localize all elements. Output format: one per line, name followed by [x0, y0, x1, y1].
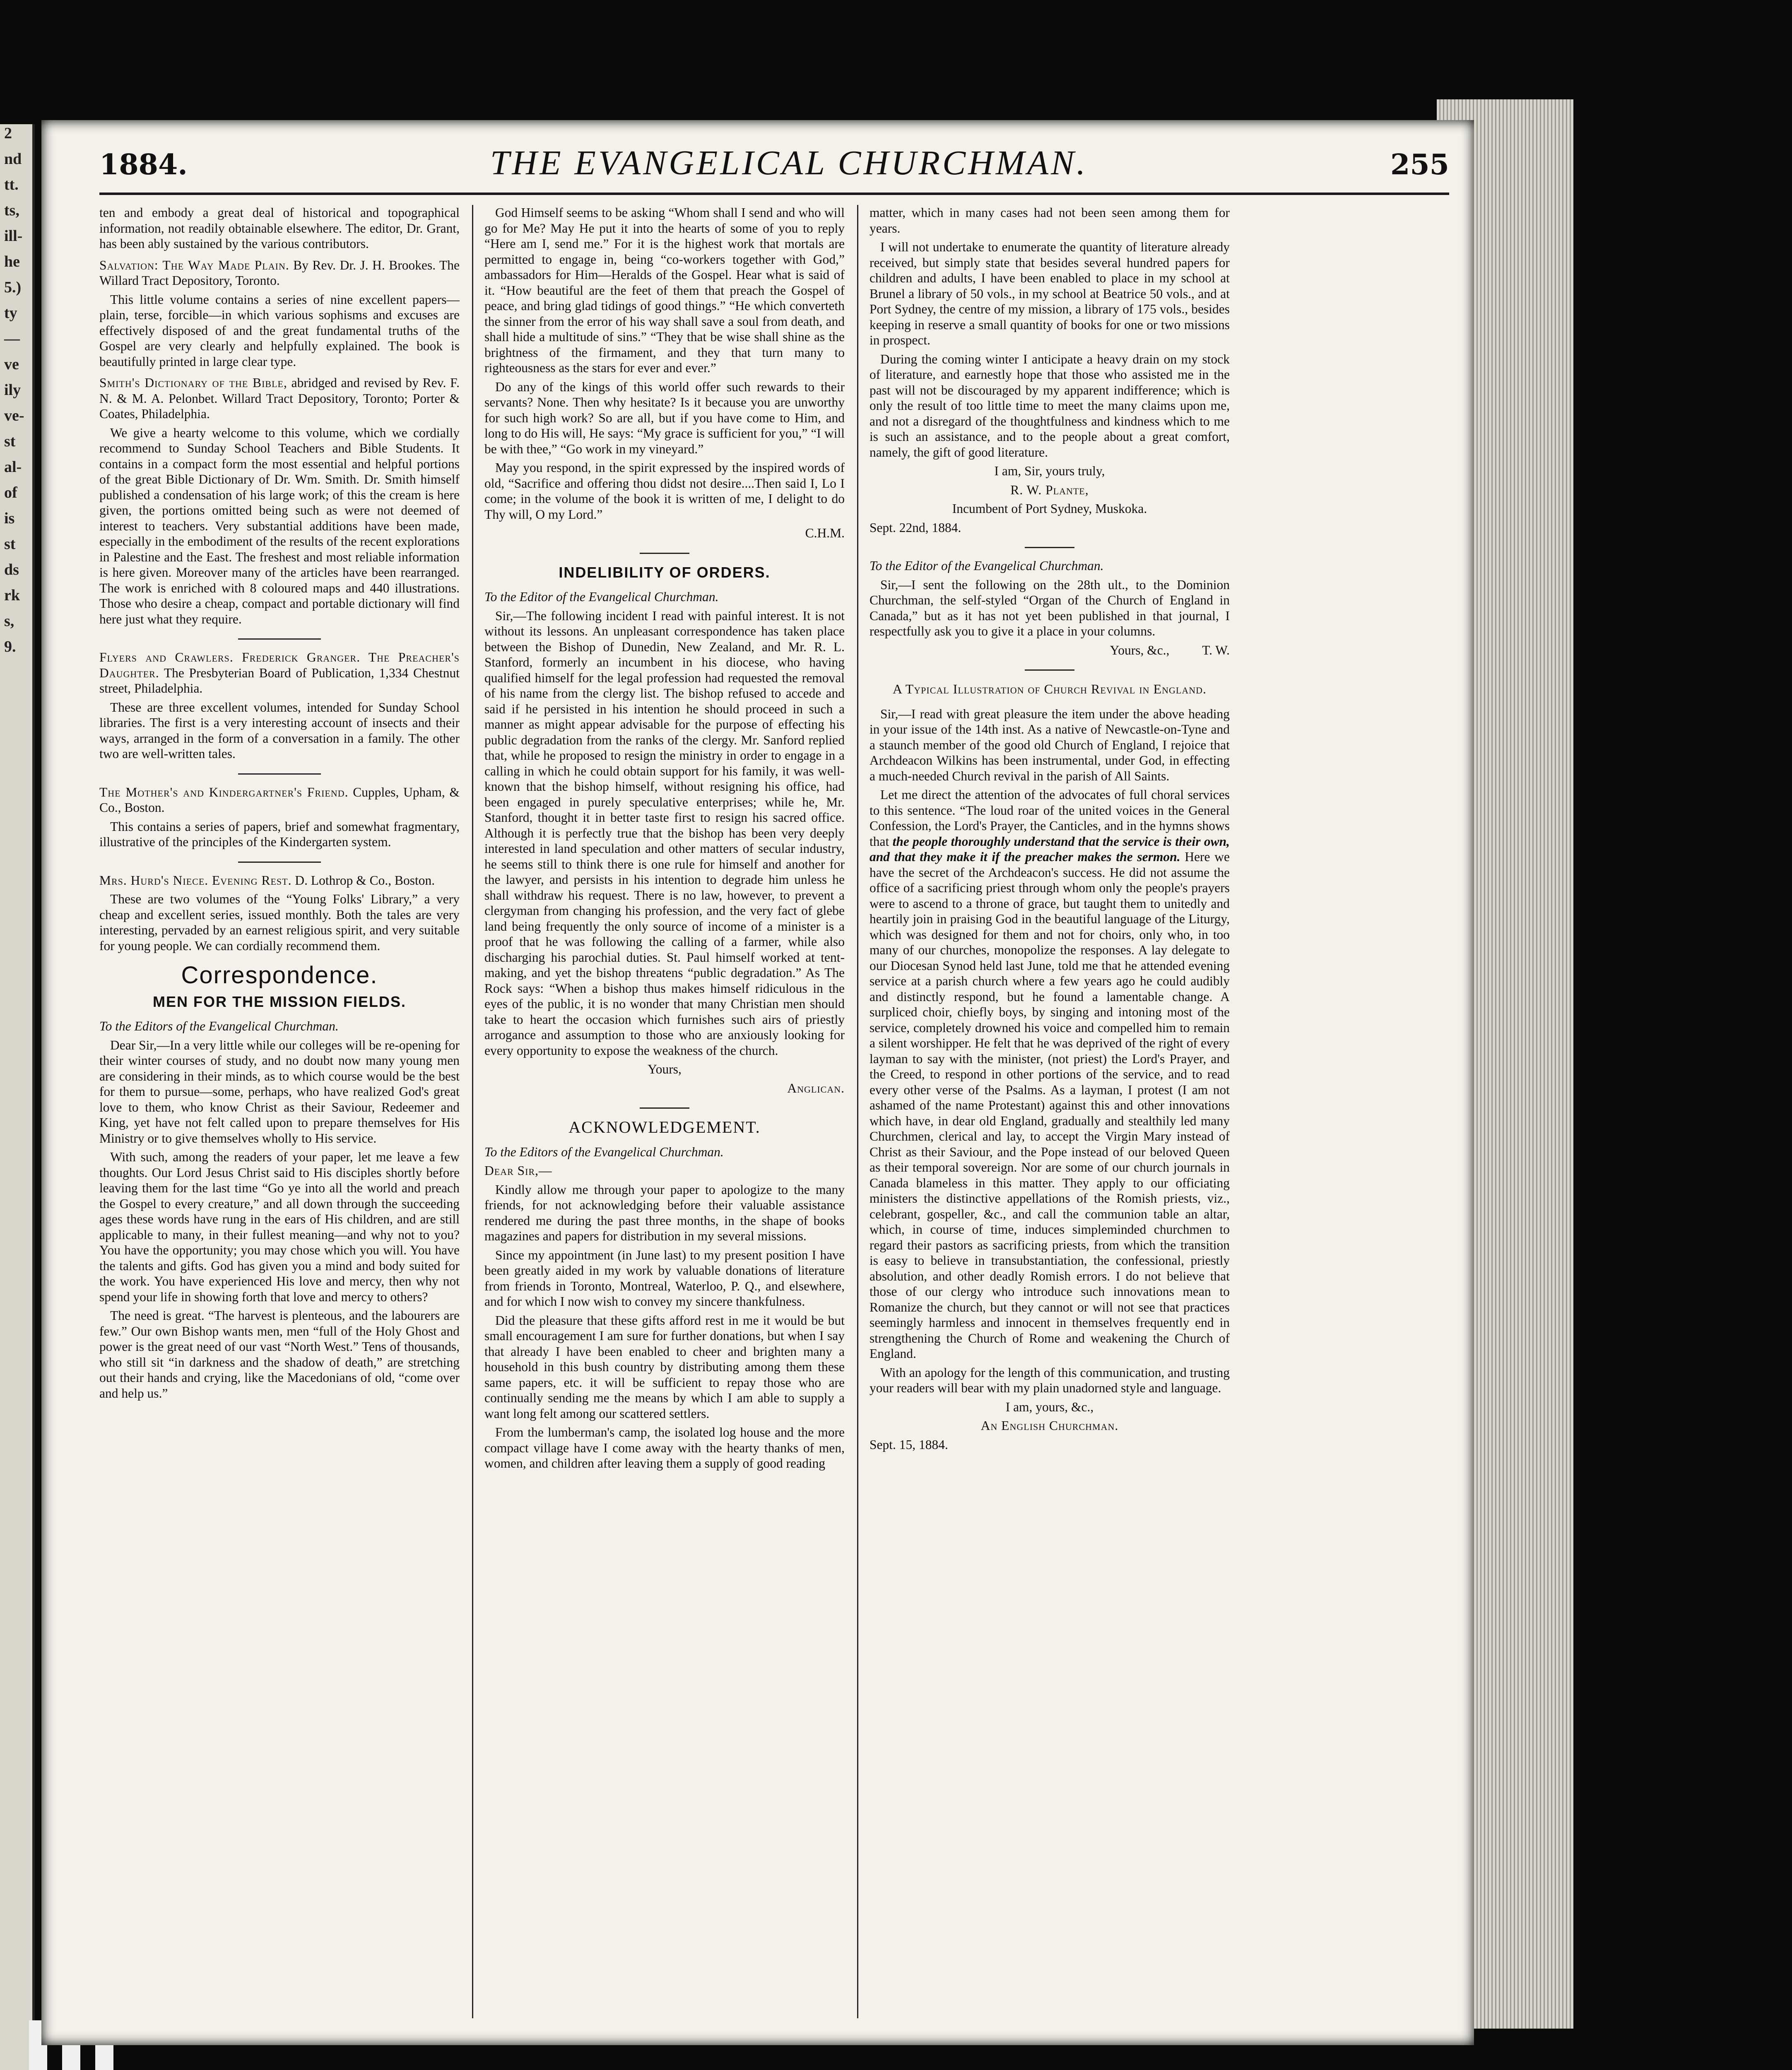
- separator-rule: [640, 1107, 689, 1109]
- article-heading: A Typical Illustration of Church Revival in England.: [892, 681, 1207, 696]
- paragraph: [870, 787, 1230, 1362]
- book-title: The Mother's and Kindergartner's Friend.: [99, 785, 349, 799]
- margin-fragment: al-: [4, 458, 22, 476]
- margin-fragment: 2: [4, 125, 12, 142]
- article-heading: MEN FOR THE MISSION FIELDS.: [152, 993, 407, 1010]
- article-heading: ACKNOWLEDGEMENT.: [568, 1118, 761, 1136]
- book-details: Cupples, Upham, & Co., Boston.: [99, 785, 460, 815]
- paragraph: This contains a series of papers, brief and somewhat fragmentary, illustrative of the principles of the Kindergarten system.: [99, 819, 460, 849]
- paragraph: Kindly allow me through your paper to apologize to the many friends, for not acknowledging before their valuable assistance rendered me during the past three months, in the shape of books magazines and papers for distribution in my several missions.: [484, 1182, 845, 1243]
- book-details: By Rev. Dr. J. H. Brookes. The Willard Tract Depository, Toronto.: [99, 258, 460, 288]
- paragraph: We give a hearty welcome to this volume, which we cordially recommend to Sunday School Teachers and Bible Students. It contains in a compact form the most essential and helpful portions of the great Bible Dictionary of Dr. Wm. Smith. Dr. Smith himself published a condensation of his large work; of this the cream is here given, the portions omitted being such as were not deemed of interest to teachers. Very substantial additions have been made, especially in the embodiment of the results of the recent explorations in Palestine and the East. The freshest and most reliable information is here given. Moreover many of the articles have been rearranged. The work is enriched with 8 coloured maps and 440 illustrations. Those who desire a cheap, compact and portable dictionary will find here just what they require.: [99, 425, 460, 626]
- paragraph: Sir,—I sent the following on the 28th ult., to the Dominion Churchman, the self-styled “Organ of the Church of England in Canada,” but as it has not yet been published in that journal, I respectfully ask you to give it a place in your columns.: [870, 577, 1230, 638]
- margin-fragment: —: [4, 330, 20, 347]
- book-details: The Presbyterian Board of Publication, 1,334 Chestnut street, Philadelphia.: [99, 665, 460, 696]
- separator-rule: [1025, 547, 1074, 548]
- correspondence-heading: Correspondence.: [181, 962, 378, 989]
- signature: [870, 643, 1230, 658]
- paragraph: This little volume contains a series of nine excellent papers—plain, terse, forcible—in which various sophisms and excuses are effectively disposed of and the great fundamental truths of the Gospel are very clearly and helpfully explained. The book is beautifully printed in large clear type.: [99, 292, 460, 369]
- margin-fragment: ve-: [4, 407, 24, 424]
- margin-fragment: ily: [4, 381, 21, 399]
- column-1: [99, 205, 460, 2018]
- paragraph: With such, among the readers of your paper, let me leave a few thoughts. Our Lord Jesus Christ said to His disciples shortly before leaving them for the last time “Go ye into all the world and preach the Gospel to every creature,” and all down through the succeeding ages these words have rung in the ears of His children, and are still applicable to many, in their fullest meaning—and why not to you? You have the opportunity; you may chose which you will. You have the talents and gifts. God has given you a mind and body suited for the work. You have experienced His love and mercy, then why not spend your life in showing forth that love and mercy to others?: [99, 1150, 460, 1304]
- paragraph: Sir,—The following incident I read with painful interest. It is not without its lessons. An unpleasant correspondence has taken place between the Bishop of Dunedin, New Zealand, and Mr. R. L. Stanford, formerly an incumbent in his diocese, who having qualified himself for the legal profession had requested the removal of his name from the clergy list. The bishop refused to accede and said if he persisted in his intention he should proceed in such a manner as might appear advisable for the purpose of effecting his public degradation from the ranks of the clergy. Mr. Sanford replied that, while he proposed to resign the ministry in order to engage in a calling in which he could obtain support for his family, it was well-known that the bishop himself, without resigning his office, had been engaged in purely speculative enterprises; while he, Mr. Stanford, thought it in better taste first to resign his sacred office. Although it is perfectly true that the bishop has been very deeply interested in land speculation and other matters of secular industry, he seems still to think there is one rule for himself and another for the lawyer, and persists in his intention to degrade him unless he shall withdraw his request. There is no law, however, to prevent a clergyman from changing his profession, and the very fact of glebe land being frequently the only source of income of a minister is a proof that he was following the calling of a farmer, while also discharging his parochial duties. St. Paul himself worked at tent-making, and yet the bishop threatens “public degradation.” As The Rock says: “When a bishop thus makes himself ridiculous in the eyes of the public, it is no wonder that many Christian men should take to heart the occasion which furnishes such airs of priestly arrogance and assumption to those who are anxiously looking for every opportunity to expose the weakness of the church.: [484, 608, 845, 1058]
- closing: Yours,: [648, 1062, 682, 1076]
- column-rule: [472, 205, 473, 2018]
- margin-fragment: ty: [4, 304, 17, 322]
- margin-fragment: ve: [4, 356, 19, 373]
- addressee-line: To the Editors of the Evangelical Churchman.: [484, 1144, 724, 1159]
- book-title: Salvation: The Way Made Plain.: [99, 258, 289, 272]
- separator-rule: [1025, 669, 1074, 671]
- signature: Anglican.: [787, 1081, 845, 1095]
- addressee-line: To the Editor of the Evangelical Churchman.: [870, 558, 1104, 573]
- separator-rule: [238, 862, 321, 863]
- paragraph: I will not undertake to enumerate the quantity of literature already received, but simply state that besides several hundred papers for children and adults, I have been enabled to place in my school at Brunel a library of 50 vols., in my school at Beatrice 50 vols., and at Port Sydney, the centre of my mission, a library of 175 vols., besides keeping in reserve a small quantity of books for one or two missions in prospect.: [870, 240, 1230, 347]
- book-title: Flyers and Crawlers. Frederick Granger. The Preacher's Daughter.: [99, 650, 460, 680]
- salutation: Dear Sir,—: [484, 1163, 552, 1178]
- separator-rule: [640, 553, 689, 554]
- header-year: 1884.: [99, 148, 188, 181]
- book-details: abridged and revised by Rev. F. N. & M. A. Pelonbet. Willard Tract Depository, Toronto; Porter & Coates, Philadelphia.: [99, 375, 460, 421]
- column-2: [484, 205, 845, 2018]
- column-rule: [857, 205, 858, 2018]
- signature: C.H.M.: [805, 526, 845, 540]
- book-title: Smith's Dictionary of the Bible,: [99, 375, 287, 390]
- paragraph: ten and embody a great deal of historical and topographical information, not readily obtainable elsewhere. The editor, Dr. Grant, has been ably sustained by the various contributors.: [99, 205, 460, 251]
- paragraph: God Himself seems to be asking “Whom shall I send and who will go for Me? May He put it into the hearts of some of you to reply “Here am I, send me.” For it is the highest work that mortals are permitted to engage in, being “co-workers together with God,” ambassadors for Him—Heralds of the Gospel. Hear what is said of it. “How beautiful are the feet of them that preach the Gospel of peace, and bring glad tidings of good things.” “He which converteth the sinner from the error of his way shall save a soul from death, and shall hide a multitude of sins.” “They that be wise shall shine as the brightness of the firmament, and they that turn many to righteousness as the stars for ever and ever.”: [484, 205, 845, 375]
- closing: Yours, &c.,: [1110, 643, 1170, 657]
- signature-initials: T. W.: [1202, 643, 1230, 657]
- column-3: [870, 205, 1230, 2018]
- paragraph: Did the pleasure that these gifts afford rest in me it would be but small encouragement I am sure for further donations, but when I say that already I have been enabled to cheer and brighten many a household in this bush country by distributing among them these same papers, etc. it will be sufficient to repay those who are continually sending me the means by which I am able to supply a want long felt among our scattered settlers.: [484, 1313, 845, 1421]
- text-columns: [99, 205, 1242, 2018]
- dateline: Sept. 22nd, 1884.: [870, 520, 961, 535]
- paragraph: With an apology for the length of this communication, and trusting your readers will bear with my plain unadorned style and language.: [870, 1365, 1230, 1395]
- book-notice: [99, 375, 460, 422]
- page-header: [99, 143, 1449, 195]
- adjacent-page-edge: [0, 124, 35, 2070]
- newspaper-page: [41, 120, 1474, 2045]
- book-title: Mrs. Hurd's Niece. Evening Rest.: [99, 873, 292, 888]
- page-number: 255: [1390, 148, 1449, 181]
- margin-fragment: nd: [4, 150, 22, 168]
- closing: I am, yours, &c.,: [1005, 1399, 1094, 1414]
- paragraph: Dear Sir,—In a very little while our colleges will be re-opening for their winter courses of study, and no doubt now many young men are considering in their minds, as to which course would be the best for them to pursue—some, perhaps, who have realized God's great love to them, who know Christ as their Saviour, Redeemer and King, yet have not felt called upon to prepare themselves for His Ministry or to give themselves wholly to His service.: [99, 1037, 460, 1146]
- margin-fragment: st: [4, 535, 16, 553]
- addressee-line: To the Editors of the Evangelical Churchman.: [99, 1019, 339, 1033]
- paragraph: Do any of the kings of this world offer such rewards to their servants? None. Then why hesitate? Is it because you are unworthy for such high work? So are all, but if you have come to Him, and long to do His will, He says: “My grace is sufficient for you,” “I will be with thee,” “Go work in my vineyard.”: [484, 379, 845, 456]
- closing: I am, Sir, yours truly,: [994, 464, 1105, 478]
- signature-title: Incumbent of Port Sydney, Muskoka.: [952, 501, 1147, 516]
- paragraph: matter, which in many cases had not been seen among them for years.: [870, 205, 1230, 236]
- paragraph: Sir,—I read with great pleasure the item under the above heading in your issue of the 14th inst. As a native of Newcastle-on-Tyne and a staunch member of the good old Church of England, I rejoice that Archdeacon Wilkins has been instrumental, under God, in effecting a much-needed Church revival in the parish of All Saints.: [870, 706, 1230, 783]
- book-notice: [99, 785, 460, 816]
- margin-fragment: ts,: [4, 202, 19, 219]
- margin-fragment: ill-: [4, 227, 23, 245]
- text-run: Let me direct the attention of the advocates of full choral services to this sentence. “The loud roar of the united voices in the General Confession, the Lord's Prayer, the Canticles, and in the hymns shows that: [870, 787, 1230, 849]
- text-run: Here we have the secret of the Archdeacon's success. He did not assume the office of a sacrificing priest through whom only the people's prayers were to ascend to a throne of grace, but taught them to unitedly and heartily join in praising God in the beautiful language of the Liturgy, which was designed for them and not for choirs, only who, in too many of our churches, monopolize the responses. A lay delegate to our Diocesan Synod held last June, told me that he attended evening service at a parish church where a few years ago he could audibly and distinctly respond, but he found a lamentable change. A surpliced choir, chiefly boys, by singing and intoning most of the service, completely drowned his voice and compelled him to remain a silent worshipper. He felt that he was deprived of the right of every layman to say with the minister, (not priest) the Lord's Prayer, and the Creed, to respond in other portions of the service, and to read every other verse of the Psalms. As a layman, I protest (I am not ashamed of the name Protestant) against this and other innovations which have, in dear old England, gradually and stealthily led many Churchmen, clerical and lay, to accept the Virgin Mary instead of Christ as their Saviour, and the Pope instead of our beloved Queen as their temporal sovereign. Nor are some of our church journals in Canada blameless in this matter. They apply to our officiating ministers the distinctive appellations of the Romish priests, viz., celebrant, gospeller, &c., and call the communion table an altar, which, in course of time, induces simpleminded churchmen to regard their pastors as sacrificing priests, from which the transition is easy to believe in transubstantiation, the confessional, priestly absolution, and other deadly Romish errors. I do not believe that those of our clergy who introduce such innovations mean to Romanize the church, but they cannot or will not see that practices seemingly harmless and innocent in themselves frequently end in strengthening the Church of Rome and weakening the Church of England.: [870, 850, 1230, 1361]
- margin-fragment: is: [4, 510, 15, 527]
- margin-fragment: tt.: [4, 176, 19, 193]
- separator-rule: [238, 773, 321, 775]
- margin-fragment: ds: [4, 561, 19, 578]
- separator-rule: [238, 638, 321, 640]
- margin-fragment: 5.): [4, 279, 22, 296]
- emphasized-quote: the people thoroughly understand that the service is their own, and that they make it if the preacher makes the sermon.: [870, 834, 1230, 864]
- margin-fragment: of: [4, 484, 17, 501]
- paragraph: Since my appointment (in June last) to my present position I have been greatly aided in my work by valuable donations of literature from friends in Toronto, Montreal, Waterloo, P. Q., and elsewhere, and for which I now wish to convey my sincere thankfulness.: [484, 1247, 845, 1309]
- book-details: D. Lothrop & Co., Boston.: [291, 873, 435, 888]
- margin-fragment: rk: [4, 587, 20, 604]
- margin-fragment: s,: [4, 612, 14, 630]
- paragraph: The need is great. “The harvest is plenteous, and the labourers are few.” Our own Bishop wants men, men “full of the Holy Ghost and power is the great need of our vast “North West.” Tens of thousands, who still sit “in darkness and the shadow of death,” are stretching out their hands and crying, like the Macedonians of old, “come over and help us.”: [99, 1308, 460, 1401]
- book-notice: [99, 258, 460, 289]
- book-notice: [99, 650, 460, 696]
- margin-fragment: 9.: [4, 638, 16, 655]
- dateline: Sept. 15, 1884.: [870, 1437, 948, 1452]
- signature: R. W. Plante,: [1010, 482, 1089, 497]
- paragraph: From the lumberman's camp, the isolated log house and the more compact village have I come away with the hearty thanks of men, women, and children after leaving them a supply of good reading: [484, 1425, 845, 1471]
- signature: An English Churchman.: [980, 1418, 1119, 1433]
- margin-fragment: he: [4, 253, 20, 270]
- article-heading: INDELIBILITY OF ORDERS.: [559, 563, 771, 581]
- addressee-line: To the Editor of the Evangelical Churchman.: [484, 590, 719, 604]
- paragraph: These are three excellent volumes, intended for Sunday School libraries. The first is a very interesting account of insects and their ways, arranged in the form of a conversation in a family. The other two are well-written tales.: [99, 700, 460, 761]
- paragraph: May you respond, in the spirit expressed by the inspired words of old, “Sacrifice and offering thou didst not desire....Then said I, Lo I come; in the volume of the book it is written of me, I delight to do Thy will, O my Lord.”: [484, 460, 845, 522]
- masthead-title: THE EVANGELICAL CHURCHMAN.: [490, 144, 1088, 182]
- book-notice: [99, 873, 460, 888]
- paragraph: These are two volumes of the “Young Folks' Library,” a very cheap and excellent series, issued monthly. Both the tales are very interesting, pervaded by an earnest religious spirit, and very suitable for young people. We can cordially recommend them.: [99, 892, 460, 953]
- paragraph: During the coming winter I anticipate a heavy drain on my stock of literature, and earnestly hope that those who assisted me in the past will not be discouraged by my apparent indifference; which is only the result of too little time to meet the many claims upon me, and not a disregard of the thoughtfulness and kindness which to me is such an assistance, and to the people about a great comfort, namely, the gift of good literature.: [870, 351, 1230, 460]
- margin-fragment: st: [4, 433, 16, 450]
